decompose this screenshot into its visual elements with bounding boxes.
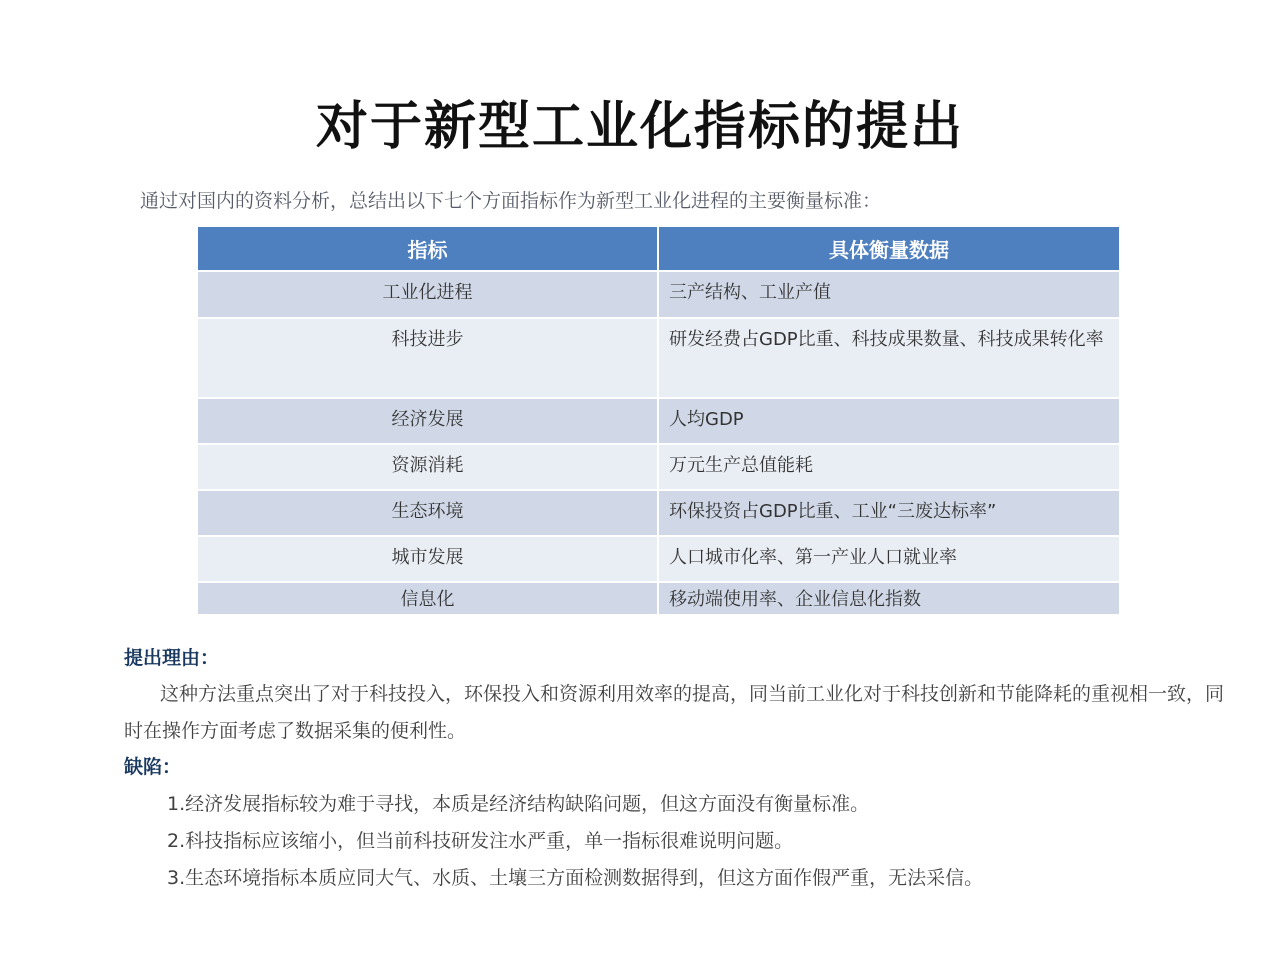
data-cell: 人均GDP [658, 398, 1119, 444]
column-header-indicator: 指标 [198, 227, 658, 271]
defects-heading: 缺陷： [124, 756, 182, 778]
data-cell: 万元生产总值能耗 [658, 444, 1119, 490]
table-row [198, 582, 1119, 615]
indicator-cell: 科技进步 [198, 318, 658, 398]
indicator-cell: 信息化 [198, 582, 658, 615]
reason-text: 这种方法重点突出了对于科技投入，环保投入和资源利用效率的提高，同当前工业化对于科技创新和节能降耗的重视相一致，同时在操作方面考虑了数据采集的便利性。 [124, 683, 1225, 742]
subtitle: 通过对国内的资料分析，总结出以下七个方面指标作为新型工业化进程的主要衡量标准： [140, 190, 882, 212]
page-title: 对于新型工业化指标的提出 [315, 96, 964, 157]
defects-list [167, 786, 1247, 897]
table-row [198, 490, 1119, 536]
table-row [198, 444, 1119, 490]
indicator-cell: 经济发展 [198, 398, 658, 444]
data-cell: 人口城市化率、第一产业人口就业率 [658, 536, 1119, 582]
indicator-table [198, 227, 1119, 616]
table-row [198, 318, 1119, 398]
column-header-data: 具体衡量数据 [658, 227, 1119, 271]
data-cell: 三产结构、工业产值 [658, 271, 1119, 318]
data-cell: 环保投资占GDP比重、工业“三废达标率” [658, 490, 1119, 536]
indicator-cell: 资源消耗 [198, 444, 658, 490]
table-row [198, 536, 1119, 582]
indicator-cell: 城市发展 [198, 536, 658, 582]
defect-item: 1.经济发展指标较为难于寻找，本质是经济结构缺陷问题，但这方面没有衡量标准。 [167, 793, 870, 815]
indicator-cell: 生态环境 [198, 490, 658, 536]
defect-item: 2.科技指标应该缩小，但当前科技研发注水严重，单一指标很难说明问题。 [167, 830, 794, 852]
indicator-cell: 工业化进程 [198, 271, 658, 318]
table-row [198, 398, 1119, 444]
reason-heading: 提出理由： [124, 647, 220, 669]
data-cell: 移动端使用率、企业信息化指数 [658, 582, 1119, 615]
defect-item: 3.生态环境指标本质应同大气、水质、土壤三方面检测数据得到，但这方面作假严重，无法采信。 [167, 867, 984, 889]
table-header-row [198, 227, 1119, 271]
table-row [198, 271, 1119, 318]
data-cell: 研发经费占GDP比重、科技成果数量、科技成果转化率 [658, 318, 1119, 398]
